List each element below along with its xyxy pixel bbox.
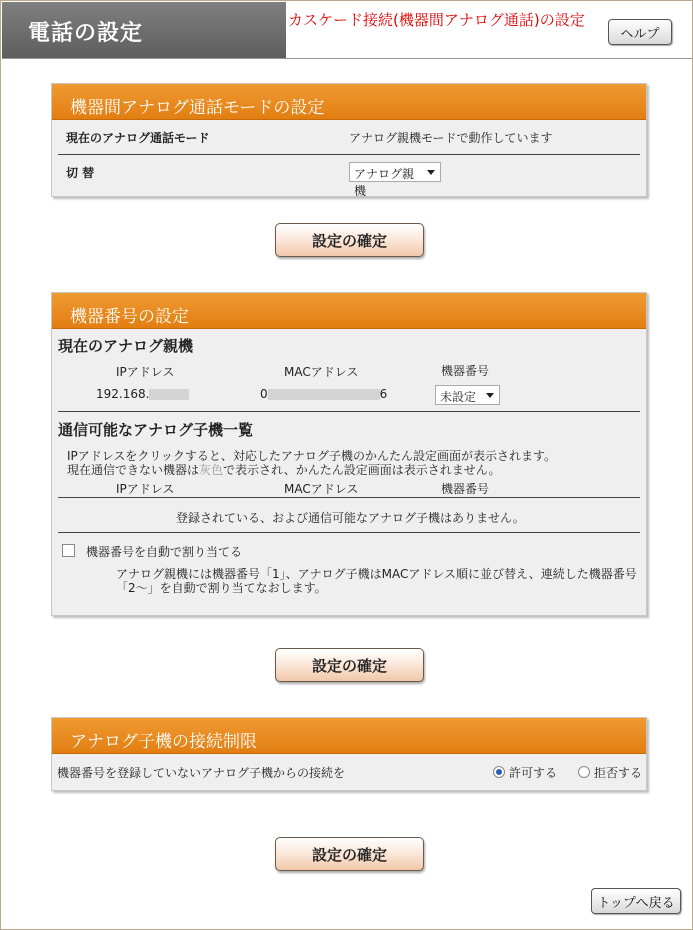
allow-label: 許可する [509, 766, 558, 780]
child-heading: 通信可能なアナログ子機一覧 [58, 421, 254, 439]
no-child-message: 登録されている、および通信可能なアナログ子機はありません。 [176, 511, 525, 525]
chevron-down-icon [427, 170, 435, 175]
parent-number-select[interactable] [435, 385, 500, 405]
col-number-header: 機器番号 [441, 364, 490, 378]
analog-mode-panel [51, 83, 647, 197]
connection-limit-panel-title: アナログ子機の接続制限 [52, 718, 646, 754]
parent-number-select-value: 未設定 [440, 390, 477, 404]
child-note-2 [67, 461, 500, 478]
divider [58, 411, 640, 412]
parent-ip-text: 192.168. [96, 387, 150, 401]
divider [58, 497, 640, 498]
confirm-button-3[interactable]: 設定の確定 [275, 837, 424, 871]
auto-assign-note-2: 「2～」を自動で割り当てなおします。 [116, 581, 327, 595]
parent-mac [260, 387, 387, 401]
chevron-down-icon [486, 393, 494, 398]
parent-mac-start: 0 [260, 387, 268, 401]
confirm-button-2[interactable]: 設定の確定 [275, 648, 424, 682]
child-col-mac-header: MACアドレス [284, 482, 359, 496]
header-title-bar [2, 2, 286, 58]
child-note-2a: 現在通信できない機器は [67, 463, 200, 477]
analog-mode-panel-title: 機器間アナログ通話モードの設定 [52, 84, 646, 120]
parent-heading: 現在のアナログ親機 [58, 337, 194, 355]
child-note-2-gray: 灰色 [199, 463, 224, 477]
device-number-panel-title: 機器番号の設定 [52, 293, 646, 329]
header-divider [2, 58, 692, 59]
connection-limit-panel [51, 717, 647, 791]
redacted-block [149, 389, 189, 400]
device-number-panel [51, 292, 647, 616]
allow-radio[interactable] [493, 766, 505, 778]
child-col-ip-header: IPアドレス [116, 482, 175, 496]
switch-label: 切 替 [66, 166, 95, 180]
child-col-number-header: 機器番号 [441, 482, 490, 496]
child-note-1: IPアドレスをクリックすると、対応したアナログ子機のかんたん設定画面が表示されます。 [67, 449, 556, 463]
child-note-2b: で表示され、かんたん設定画面は表示されません。 [223, 463, 501, 477]
deny-radio[interactable] [578, 766, 590, 778]
divider [58, 154, 640, 155]
mode-select[interactable] [349, 162, 441, 198]
auto-assign-label: 機器番号を自動で割り当てる [86, 545, 243, 559]
auto-assign-note-1: アナログ親機には機器番号「1」、アナログ子機はMACアドレス順に並び替え、連続した機器番号 [116, 567, 637, 581]
current-mode-label: 現在のアナログ通話モード [66, 131, 210, 145]
page-title: 電話の設定 [28, 21, 144, 46]
redacted-block [268, 389, 380, 400]
parent-ip [96, 387, 189, 401]
col-ip-header: IPアドレス [116, 365, 175, 379]
help-button[interactable]: ヘルプ [608, 19, 672, 45]
mode-select-value: アナログ親機 [354, 167, 415, 198]
page-subtitle: カスケード接続(機器間アナログ通話)の設定 [288, 11, 585, 29]
col-mac-header: MACアドレス [284, 365, 359, 379]
divider [58, 532, 640, 533]
current-mode-value: アナログ親機モードで動作しています [349, 131, 553, 145]
auto-assign-checkbox[interactable] [62, 544, 75, 557]
confirm-button-1[interactable]: 設定の確定 [275, 223, 424, 257]
connection-limit-label: 機器番号を登録していないアナログ子機からの接続を [57, 766, 346, 780]
deny-label: 拒否する [594, 766, 643, 780]
parent-mac-end: 6 [379, 387, 388, 401]
back-to-top-button[interactable]: トップへ戻る [591, 888, 681, 914]
